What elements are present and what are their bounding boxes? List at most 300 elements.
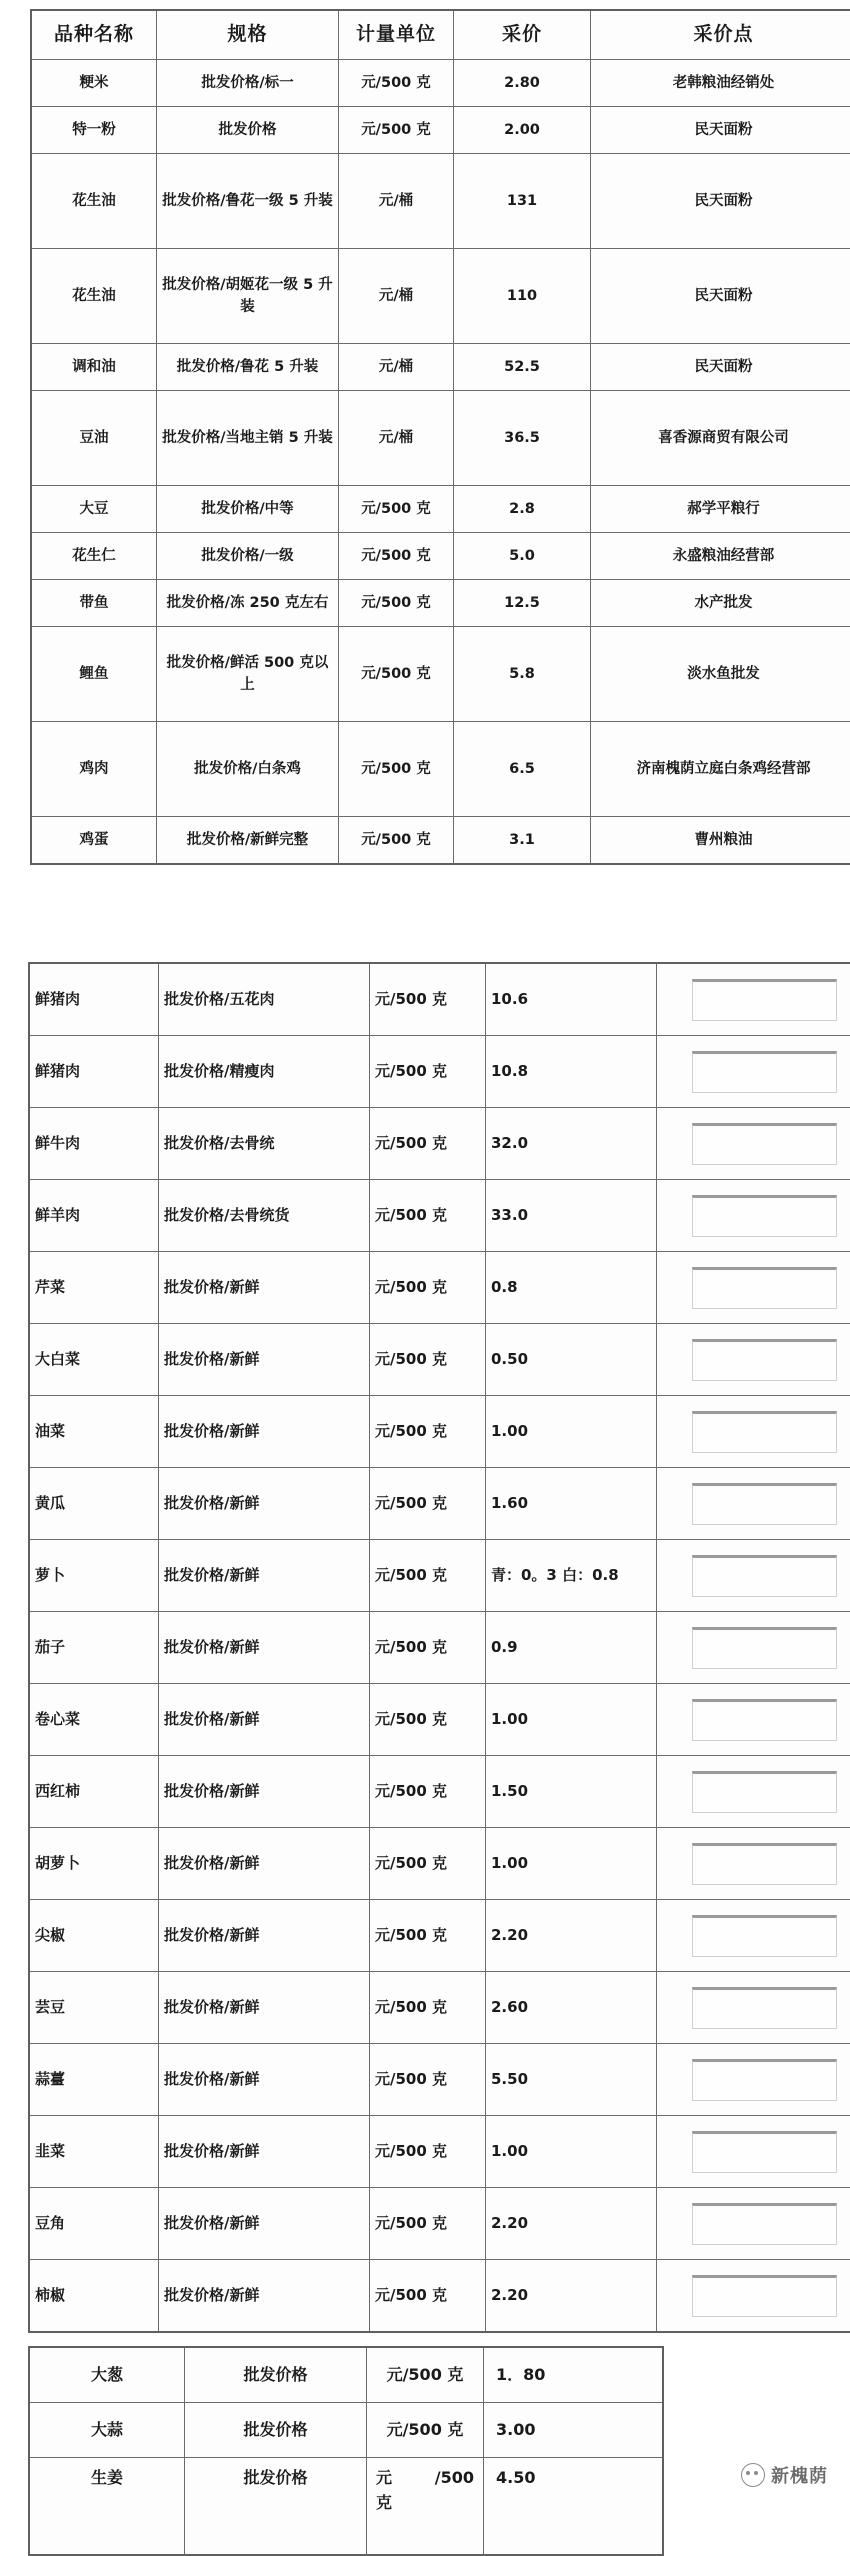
cell-location <box>657 1900 850 1972</box>
price-table-1 <box>30 9 850 865</box>
cell-price <box>454 344 591 391</box>
cell-unit-text-c: 克 <box>376 2493 392 2512</box>
table-row <box>29 2403 663 2458</box>
cell-location <box>591 722 850 817</box>
price-table-2 <box>28 962 850 2333</box>
cell-variety <box>31 60 157 107</box>
price-table-produce-section <box>28 962 818 2333</box>
cell-unit-text: 元/500 克 <box>375 1206 447 1224</box>
cell-price <box>484 2347 664 2403</box>
cell-price <box>484 2403 664 2458</box>
cell-price-text: 1．80 <box>496 2365 545 2384</box>
cell-location <box>591 627 850 722</box>
cell-variety-text: 卷心菜 <box>35 1710 80 1728</box>
cell-variety <box>29 1828 159 1900</box>
cell-location <box>657 1180 850 1252</box>
cell-unit-text: 元/500 克 <box>375 1278 447 1296</box>
cell-location-text: 水产批发 <box>594 592 850 614</box>
cell-spec <box>159 1324 370 1396</box>
cell-location <box>591 249 850 344</box>
cell-price-text: 1.00 <box>491 2142 528 2160</box>
cell-spec <box>157 486 339 533</box>
column-header-location: 采价点 <box>591 10 850 60</box>
cell-price-text: 12.5 <box>457 592 587 614</box>
table-row <box>29 1612 850 1684</box>
cell-variety-text: 鲜猪肉 <box>35 1062 80 1080</box>
cell-unit <box>339 817 454 865</box>
cell-price-text: 131 <box>457 190 587 212</box>
cell-price-text: 1.00 <box>491 1710 528 1728</box>
cell-unit-text: 元/500 克 <box>342 72 450 94</box>
cell-price <box>486 1684 657 1756</box>
cell-price <box>454 627 591 722</box>
cell-price <box>454 533 591 580</box>
cell-variety <box>29 2347 185 2403</box>
cell-unit <box>370 2260 486 2333</box>
cell-unit-text: 元/500 克 <box>375 2286 447 2304</box>
cell-unit <box>339 580 454 627</box>
cell-spec <box>159 2044 370 2116</box>
cell-spec <box>159 1036 370 1108</box>
cell-spec-text: 批发价格/新鲜 <box>164 2214 259 2232</box>
cell-variety <box>29 1180 159 1252</box>
cell-spec <box>159 1972 370 2044</box>
cell-unit-text: 元/500 克 <box>375 2142 447 2160</box>
table-row <box>29 2347 663 2403</box>
cell-variety <box>29 2044 159 2116</box>
location-input[interactable] <box>692 1483 837 1525</box>
cell-location <box>591 391 850 486</box>
cell-spec-text: 批发价格/新鲜 <box>164 1494 259 1512</box>
table-row <box>29 1972 850 2044</box>
cell-spec <box>159 2116 370 2188</box>
cell-unit <box>370 1612 486 1684</box>
column-header-price: 采价 <box>454 10 591 60</box>
cell-price-text: 2.8 <box>457 498 587 520</box>
table-row <box>29 1828 850 1900</box>
cell-unit-text: 元/500 克 <box>342 498 450 520</box>
table-row <box>31 817 850 865</box>
cell-spec-text: 批发价格/当地主销 5 升装 <box>160 427 335 449</box>
cell-location <box>657 1540 850 1612</box>
cell-variety-text: 鲜羊肉 <box>35 1206 80 1224</box>
cell-unit <box>367 2458 484 2556</box>
price-table-grain-section <box>30 9 820 865</box>
table-row <box>31 486 850 533</box>
table-row <box>29 1468 850 1540</box>
cell-price-text: 2.00 <box>457 119 587 141</box>
table-row <box>31 60 850 107</box>
brand-name: 新槐荫 <box>771 2462 828 2488</box>
cell-price <box>454 60 591 107</box>
cell-spec <box>159 1252 370 1324</box>
location-input[interactable] <box>692 2275 837 2317</box>
cell-variety <box>29 1396 159 1468</box>
cell-price <box>486 2044 657 2116</box>
cell-variety-text: 大蒜 <box>91 2420 123 2439</box>
cell-location <box>591 154 850 249</box>
cell-unit-text: 元/500 克 <box>342 545 450 567</box>
cell-price <box>486 1468 657 1540</box>
cell-unit-text: 元/500 克 <box>375 1134 447 1152</box>
location-input[interactable] <box>692 1267 837 1309</box>
cell-price <box>454 154 591 249</box>
cell-price <box>486 963 657 1036</box>
cell-variety-text: 西红柿 <box>35 1782 80 1800</box>
cell-variety-text: 生姜 <box>91 2468 123 2487</box>
cell-price <box>486 2116 657 2188</box>
price-table-3 <box>28 2346 664 2556</box>
cell-unit-text: 元/500 克 <box>375 1638 447 1656</box>
cell-variety-text: 油菜 <box>35 1422 65 1440</box>
location-input[interactable] <box>692 1051 837 1093</box>
cell-price <box>486 1252 657 1324</box>
table-row <box>29 1324 850 1396</box>
cell-location-text: 郝学平粮行 <box>594 498 850 520</box>
location-input[interactable] <box>692 1123 837 1165</box>
location-input[interactable] <box>692 1915 837 1957</box>
cell-price-text: 2.20 <box>491 2286 528 2304</box>
cell-unit-text: 元/500 克 <box>342 829 450 851</box>
cell-spec <box>159 2188 370 2260</box>
cell-location <box>657 1108 850 1180</box>
cell-variety <box>31 627 157 722</box>
cell-price-text: 5.50 <box>491 2070 528 2088</box>
cell-unit-text: 元/500 克 <box>375 1350 447 1368</box>
cell-spec-text: 批发价格/去骨统 <box>164 1134 274 1152</box>
cell-unit <box>370 2188 486 2260</box>
cell-unit-text: 元/500 克 <box>342 663 450 685</box>
cell-price-text: 0.9 <box>491 1638 518 1656</box>
cell-price-text: 青：0。3 白：0.8 <box>491 1566 619 1584</box>
cell-variety <box>29 1324 159 1396</box>
cell-unit <box>339 722 454 817</box>
cell-spec <box>185 2403 367 2458</box>
cell-location <box>657 2188 850 2260</box>
cell-location <box>657 1828 850 1900</box>
cell-location <box>657 2044 850 2116</box>
column-header-unit: 计量单位 <box>339 10 454 60</box>
cell-price <box>486 1972 657 2044</box>
cell-variety-text: 柿椒 <box>35 2286 65 2304</box>
cell-variety <box>29 1756 159 1828</box>
cell-price-text: 5.0 <box>457 545 587 567</box>
cell-unit <box>339 533 454 580</box>
cell-spec-text: 批发价格/冻 250 克左右 <box>160 592 335 614</box>
cell-unit <box>339 391 454 486</box>
cell-spec-text: 批发价格/中等 <box>160 498 335 520</box>
cell-price <box>486 1756 657 1828</box>
cell-price-text: 52.5 <box>457 356 587 378</box>
cell-variety-text: 鸡肉 <box>35 758 153 780</box>
cell-price-text: 1.50 <box>491 1782 528 1800</box>
cell-unit-text: 元/500 克 <box>375 990 447 1008</box>
cell-spec <box>157 344 339 391</box>
table-row <box>29 1540 850 1612</box>
cell-spec-text: 批发价格/白条鸡 <box>160 758 335 780</box>
cell-variety <box>29 2188 159 2260</box>
table-row <box>29 2116 850 2188</box>
cell-price-text: 1.60 <box>491 1494 528 1512</box>
cell-location-text: 曹州粮油 <box>594 829 850 851</box>
cell-spec-text: 批发价格/鲜活 500 克以上 <box>160 652 335 697</box>
cell-variety <box>29 2458 185 2556</box>
location-input[interactable] <box>692 979 837 1021</box>
location-input[interactable] <box>692 1699 837 1741</box>
cell-spec <box>159 1396 370 1468</box>
cell-unit <box>339 627 454 722</box>
cell-price <box>486 1540 657 1612</box>
cell-location <box>657 2116 850 2188</box>
table-row <box>29 963 850 1036</box>
cell-price <box>454 249 591 344</box>
cell-unit-text: 元/500 克 <box>375 2214 447 2232</box>
cell-unit-text: 元/500 克 <box>375 2070 447 2088</box>
cell-price <box>454 486 591 533</box>
table-row <box>29 1756 850 1828</box>
cell-location-text: 永盛粮油经营部 <box>594 545 850 567</box>
location-input[interactable] <box>692 1411 837 1453</box>
cell-spec-text: 批发价格/新鲜 <box>164 2070 259 2088</box>
cell-variety-text: 花生油 <box>35 285 153 307</box>
cell-variety-text: 韭菜 <box>35 2142 65 2160</box>
cell-spec <box>159 1900 370 1972</box>
cell-spec <box>185 2458 367 2556</box>
location-input[interactable] <box>692 1843 837 1885</box>
table-row <box>31 344 850 391</box>
cell-unit <box>339 60 454 107</box>
cell-unit <box>370 2116 486 2188</box>
cell-price <box>486 1324 657 1396</box>
cell-variety-text: 带鱼 <box>35 592 153 614</box>
cell-variety <box>29 2116 159 2188</box>
cell-price <box>454 817 591 865</box>
cell-price-text: 0.50 <box>491 1350 528 1368</box>
cell-unit <box>370 1828 486 1900</box>
cell-variety-text: 豆油 <box>35 427 153 449</box>
cell-unit-text: 元/500 克 <box>375 1998 447 2016</box>
cell-variety-text: 调和油 <box>35 356 153 378</box>
table-row <box>31 627 850 722</box>
cell-variety-text: 蒜薹 <box>35 2070 65 2088</box>
cell-spec <box>159 1180 370 1252</box>
cell-spec <box>157 817 339 865</box>
table-row <box>31 249 850 344</box>
cell-spec-text: 批发价格/新鲜 <box>164 1782 259 1800</box>
location-input[interactable] <box>692 2059 837 2101</box>
cell-spec <box>159 1468 370 1540</box>
cell-price <box>454 391 591 486</box>
footer-brand <box>741 2462 828 2488</box>
cell-unit <box>339 486 454 533</box>
cell-variety <box>31 249 157 344</box>
cell-variety-text: 萝卜 <box>35 1566 65 1584</box>
cell-price-text: 10.6 <box>491 990 528 1008</box>
cell-unit-text: 元/500 克 <box>375 1854 447 1872</box>
cell-location <box>657 1252 850 1324</box>
table-row <box>31 107 850 154</box>
location-input[interactable] <box>692 2203 837 2245</box>
cell-variety <box>31 722 157 817</box>
cell-spec-text: 批发价格/标一 <box>160 72 335 94</box>
cell-price-text: 2.20 <box>491 2214 528 2232</box>
cell-price-text: 2.80 <box>457 72 587 94</box>
cell-variety-text: 花生油 <box>35 190 153 212</box>
cell-unit <box>370 1180 486 1252</box>
cell-unit <box>370 963 486 1036</box>
cell-price <box>486 1396 657 1468</box>
cell-spec-text: 批发价格/一级 <box>160 545 335 567</box>
cell-unit-text: 元/桶 <box>342 190 450 212</box>
cell-unit <box>339 344 454 391</box>
location-input[interactable] <box>692 1987 837 2029</box>
cell-spec <box>159 1756 370 1828</box>
cell-variety-text: 芹菜 <box>35 1278 65 1296</box>
table-row <box>29 1180 850 1252</box>
column-header-variety: 品种名称 <box>31 10 157 60</box>
cell-unit-text: 元/桶 <box>342 427 450 449</box>
cell-variety <box>29 1540 159 1612</box>
cell-location-text: 民天面粉 <box>594 119 850 141</box>
cell-variety <box>29 963 159 1036</box>
cell-price-text: 2.60 <box>491 1998 528 2016</box>
cell-variety <box>31 486 157 533</box>
cell-spec <box>185 2347 367 2403</box>
table-row <box>29 1900 850 1972</box>
cell-price-text: 1.00 <box>491 1854 528 1872</box>
cell-unit-text: 元/500 克 <box>342 119 450 141</box>
cell-location-text: 老韩粮油经销处 <box>594 72 850 94</box>
cell-spec-text: 批发价格/新鲜完整 <box>160 829 335 851</box>
cell-variety <box>29 1108 159 1180</box>
cell-location <box>657 1612 850 1684</box>
cell-unit-text: 元/500 克 <box>375 1422 447 1440</box>
table-row <box>31 154 850 249</box>
wechat-account-icon <box>741 2463 765 2487</box>
cell-spec-text: 批发价格 <box>243 2468 307 2487</box>
cell-variety-text: 鲤鱼 <box>35 663 153 685</box>
cell-unit <box>370 1972 486 2044</box>
cell-variety-text: 尖椒 <box>35 1926 65 1944</box>
cell-price-text: 3.00 <box>496 2420 535 2439</box>
cell-spec-text: 批发价格/新鲜 <box>164 1422 259 1440</box>
cell-price-text: 33.0 <box>491 1206 528 1224</box>
cell-spec <box>157 154 339 249</box>
cell-location-text: 民天面粉 <box>594 285 850 307</box>
cell-spec-text: 批发价格/五花肉 <box>164 990 274 1008</box>
cell-price <box>486 1828 657 1900</box>
cell-location <box>591 533 850 580</box>
location-input[interactable] <box>692 1555 837 1597</box>
cell-unit-text: 元/桶 <box>342 285 450 307</box>
location-input[interactable] <box>692 1771 837 1813</box>
cell-price <box>454 107 591 154</box>
cell-spec-text: 批发价格/胡姬花一级 5 升装 <box>160 274 335 319</box>
cell-price-text: 0.8 <box>491 1278 518 1296</box>
location-input[interactable] <box>692 1195 837 1237</box>
cell-spec-text: 批发价格/新鲜 <box>164 1566 259 1584</box>
cell-spec-text: 批发价格 <box>243 2420 307 2439</box>
cell-unit <box>370 1540 486 1612</box>
cell-spec-text: 批发价格/去骨统货 <box>164 1206 289 1224</box>
cell-variety <box>29 1684 159 1756</box>
cell-unit-text: 元/桶 <box>342 356 450 378</box>
cell-spec <box>157 391 339 486</box>
cell-price-text: 1.00 <box>491 1422 528 1440</box>
cell-spec-text: 批发价格/精瘦肉 <box>164 1062 274 1080</box>
cell-spec <box>157 533 339 580</box>
cell-unit <box>370 2044 486 2116</box>
cell-price-text: 36.5 <box>457 427 587 449</box>
cell-unit <box>370 1108 486 1180</box>
location-input[interactable] <box>692 1339 837 1381</box>
cell-unit <box>370 1468 486 1540</box>
cell-price <box>486 1108 657 1180</box>
cell-location <box>591 60 850 107</box>
cell-spec <box>159 1828 370 1900</box>
cell-variety-text: 胡萝卜 <box>35 1854 80 1872</box>
cell-spec-text: 批发价格/新鲜 <box>164 2286 259 2304</box>
cell-location <box>657 1396 850 1468</box>
cell-variety <box>29 1612 159 1684</box>
cell-spec-text: 批发价格 <box>160 119 335 141</box>
cell-unit <box>339 249 454 344</box>
cell-price <box>486 1612 657 1684</box>
cell-unit-text: 元/500 克 <box>342 758 450 780</box>
table-row <box>29 1396 850 1468</box>
table-row <box>29 2458 663 2556</box>
cell-spec <box>159 2260 370 2333</box>
cell-variety <box>29 1468 159 1540</box>
cell-location-text: 民天面粉 <box>594 190 850 212</box>
cell-unit <box>370 1036 486 1108</box>
cell-variety-text: 粳米 <box>35 72 153 94</box>
table-header-row <box>31 10 850 60</box>
cell-price-text: 2.20 <box>491 1926 528 1944</box>
cell-spec-text: 批发价格/鲁花 5 升装 <box>160 356 335 378</box>
cell-unit <box>339 154 454 249</box>
cell-unit <box>370 1684 486 1756</box>
cell-spec <box>159 963 370 1036</box>
cell-price <box>486 1036 657 1108</box>
cell-variety-text: 鲜牛肉 <box>35 1134 80 1152</box>
cell-variety-text: 黄瓜 <box>35 1494 65 1512</box>
cell-location-text: 喜香源商贸有限公司 <box>594 427 850 449</box>
cell-price <box>454 722 591 817</box>
cell-spec <box>157 722 339 817</box>
cell-spec-text: 批发价格/新鲜 <box>164 1638 259 1656</box>
cell-variety <box>29 2260 159 2333</box>
location-input[interactable] <box>692 1627 837 1669</box>
cell-spec <box>157 60 339 107</box>
cell-unit <box>339 107 454 154</box>
cell-spec <box>159 1108 370 1180</box>
table-row <box>29 1036 850 1108</box>
cell-price-text: 4.50 <box>496 2468 535 2487</box>
column-header-spec: 规格 <box>157 10 339 60</box>
cell-variety <box>29 2403 185 2458</box>
cell-price <box>484 2458 664 2556</box>
cell-spec <box>157 249 339 344</box>
cell-unit <box>370 1396 486 1468</box>
cell-location <box>657 1684 850 1756</box>
cell-location <box>657 1756 850 1828</box>
location-input[interactable] <box>692 2131 837 2173</box>
cell-location-text: 民天面粉 <box>594 356 850 378</box>
cell-spec-text: 批发价格/新鲜 <box>164 1926 259 1944</box>
table-row <box>29 2044 850 2116</box>
cell-spec-text: 批发价格/新鲜 <box>164 1854 259 1872</box>
